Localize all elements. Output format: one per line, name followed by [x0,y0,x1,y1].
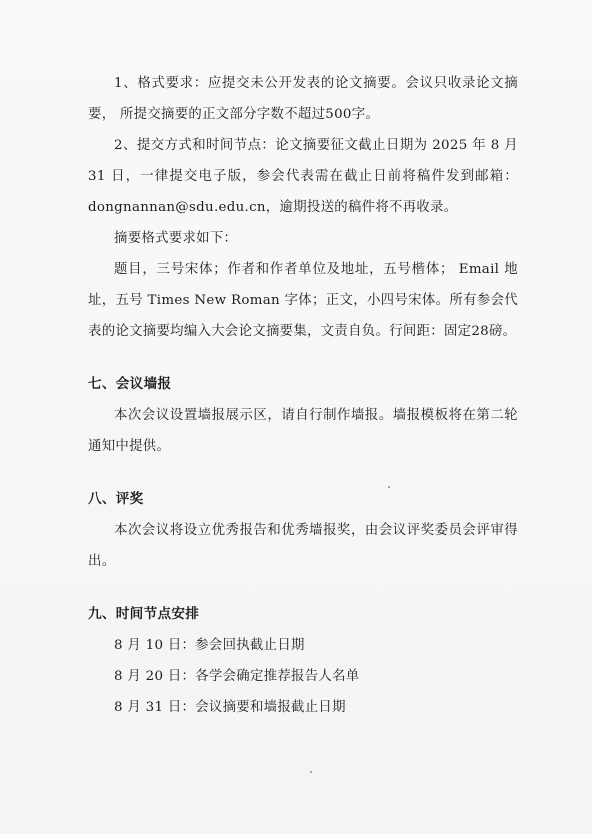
abstract-format-intro: 摘要格式要求如下： [114,231,238,246]
awards-paragraph: 本次会议将设立优秀报告和优秀墙报奖，由会议评奖委员会评审得出。 [88,523,518,569]
section-heading-timeline: 九、时间节点安排 [88,606,200,622]
section-heading-awards: 八、评奖 [88,491,144,507]
timeline-item: 8 月 10 日：参会回执截止日期 [114,638,305,653]
timeline-item: 8 月 20 日：各学会确定推荐报告人名单 [114,669,360,684]
document-body [88,68,518,723]
submission-method-paragraph: 2、提交方式和时间节点：论文摘要征文截止日期为 2025 年 8 月 31 日，一律提交电子版，参会代表需在截止日前将稿件发到邮箱：dongnannan@sdu.edu.cn，逾期投送的稿件将不再收录。 [88,138,518,215]
format-requirement-paragraph: 1、格式要求：应提交未公开发表的论文摘要。会议只收录论文摘要， 所提交摘要的正文部分字数不超过500字。 [88,76,518,122]
scan-speck [310,771,312,773]
scan-speck [388,486,390,488]
abstract-format-details: 题目，三号宋体；作者和作者单位及地址，五号楷体； Email 地址，五号 Times New Roman 字体；正文，小四号宋体。所有参会代表的论文摘要均编入大会论文摘要集，文责自负。行间距：固定28磅。 [88,262,518,339]
section-heading-poster: 七、会议墙报 [88,376,172,392]
poster-paragraph: 本次会议设置墙报展示区，请自行制作墙报。墙报模板将在第二轮通知中提供。 [88,408,518,454]
timeline-item: 8 月 31 日：会议摘要和墙报截止日期 [114,700,346,715]
